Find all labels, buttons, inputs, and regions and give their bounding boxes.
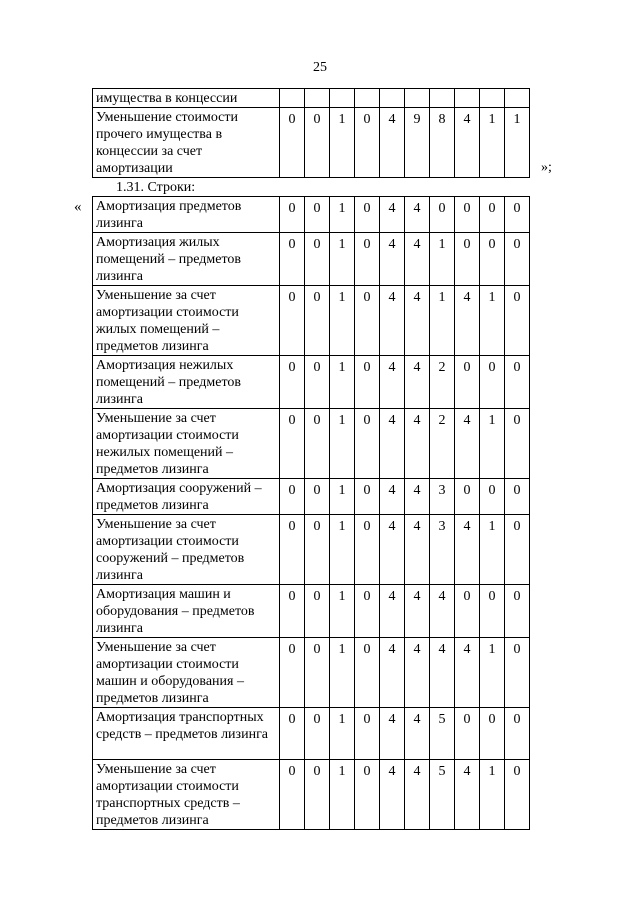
code-digit-cell: 1	[480, 638, 505, 708]
code-digit-cell: 0	[355, 585, 380, 638]
code-digit-cell: 8	[430, 108, 455, 178]
code-digit-cell: 4	[380, 515, 405, 585]
table-row	[93, 89, 530, 108]
code-digit-cell: 0	[305, 233, 330, 286]
code-digit-cell: 0	[355, 356, 380, 409]
code-digit-cell: 4	[430, 638, 455, 708]
row-label: Амортизация транспортных средств – предметов лизинга	[93, 708, 280, 760]
code-digit-cell: 1	[330, 356, 355, 409]
code-digit-cell: 0	[280, 108, 305, 178]
code-digit-cell: 1	[480, 286, 505, 356]
code-digit-cell: 1	[330, 197, 355, 233]
closing-quote: »;	[541, 160, 552, 175]
code-digit-cell: 0	[505, 356, 530, 409]
code-digit-cell: 0	[280, 233, 305, 286]
code-digit-cell: 0	[505, 479, 530, 515]
code-digit-cell: 0	[305, 638, 330, 708]
row-label: Амортизация предметов лизинга	[93, 197, 280, 233]
code-digit-cell: 0	[355, 197, 380, 233]
code-digit-cell: 0	[280, 760, 305, 830]
code-digit-cell: 4	[405, 638, 430, 708]
code-digit-cell	[305, 89, 330, 108]
code-digit-cell: 4	[380, 708, 405, 760]
code-digit-cell	[405, 89, 430, 108]
code-digit-cell: 4	[405, 708, 430, 760]
table-row	[93, 197, 530, 233]
code-digit-cell: 0	[480, 585, 505, 638]
code-digit-cell: 0	[480, 233, 505, 286]
code-digit-cell: 4	[405, 760, 430, 830]
code-digit-cell	[430, 89, 455, 108]
opening-quote: «	[74, 199, 82, 215]
code-digit-cell: 0	[305, 356, 330, 409]
code-digit-cell: 0	[305, 760, 330, 830]
code-digit-cell: 0	[455, 479, 480, 515]
row-label: Уменьшение за счет амортизации стоимости нежилых помещений – предметов лизинга	[93, 409, 280, 479]
code-digit-cell: 0	[455, 585, 480, 638]
table-row	[93, 760, 530, 830]
row-label: Амортизация машин и оборудования – предметов лизинга	[93, 585, 280, 638]
code-digit-cell: 0	[355, 760, 380, 830]
code-digit-cell: 1	[505, 108, 530, 178]
code-digit-cell: 0	[505, 708, 530, 760]
code-digit-cell: 4	[405, 286, 430, 356]
code-digit-cell: 4	[380, 197, 405, 233]
code-digit-cell: 4	[380, 356, 405, 409]
table-row	[93, 233, 530, 286]
code-digit-cell: 0	[305, 479, 330, 515]
code-digit-cell: 0	[505, 515, 530, 585]
code-digit-cell: 1	[430, 233, 455, 286]
row-label: имущества в концессии	[93, 89, 280, 108]
code-digit-cell: 0	[505, 233, 530, 286]
code-digit-cell: 0	[480, 197, 505, 233]
code-digit-cell: 0	[280, 515, 305, 585]
code-digit-cell: 0	[505, 286, 530, 356]
code-digit-cell: 1	[330, 409, 355, 479]
code-digit-cell: 3	[430, 479, 455, 515]
code-digit-cell: 4	[405, 585, 430, 638]
table-row	[93, 515, 530, 585]
code-digit-cell: 4	[405, 356, 430, 409]
code-digit-cell: 1	[430, 286, 455, 356]
code-digit-cell: 0	[355, 479, 380, 515]
code-digit-cell: 0	[455, 233, 480, 286]
row-label: Амортизация сооружений – предметов лизинга	[93, 479, 280, 515]
code-digit-cell: 4	[380, 760, 405, 830]
code-digit-cell: 4	[380, 638, 405, 708]
code-digit-cell: 0	[430, 197, 455, 233]
code-digit-cell: 0	[305, 286, 330, 356]
code-digit-cell: 4	[380, 409, 405, 479]
table-row	[93, 479, 530, 515]
code-digit-cell: 4	[455, 638, 480, 708]
code-digit-cell: 0	[355, 708, 380, 760]
code-digit-cell: 0	[305, 515, 330, 585]
table-row	[93, 585, 530, 638]
code-digit-cell: 4	[380, 233, 405, 286]
code-digit-cell: 0	[305, 197, 330, 233]
code-digit-cell: 5	[430, 708, 455, 760]
table-row	[93, 108, 530, 178]
code-digit-cell: 9	[405, 108, 430, 178]
row-label: Уменьшение за счет амортизации стоимости транспортных средств – предметов лизинга	[93, 760, 280, 830]
code-digit-cell: 1	[330, 708, 355, 760]
code-digit-cell: 1	[480, 409, 505, 479]
code-digit-cell	[380, 89, 405, 108]
code-digit-cell	[330, 89, 355, 108]
code-digit-cell: 1	[480, 760, 505, 830]
code-digit-cell: 1	[330, 108, 355, 178]
code-digit-cell: 2	[430, 409, 455, 479]
code-digit-cell: 0	[280, 356, 305, 409]
row-label: Уменьшение за счет амортизации стоимости машин и оборудования – предметов лизинга	[93, 638, 280, 708]
table-row	[93, 638, 530, 708]
code-digit-cell: 4	[455, 409, 480, 479]
code-digit-cell: 0	[455, 356, 480, 409]
code-digit-cell: 0	[505, 409, 530, 479]
code-digit-cell: 0	[480, 708, 505, 760]
code-digit-cell: 4	[455, 286, 480, 356]
code-digit-cell: 0	[455, 708, 480, 760]
code-digit-cell	[355, 89, 380, 108]
row-label: Амортизация нежилых помещений – предметов лизинга	[93, 356, 280, 409]
code-digit-cell: 4	[380, 108, 405, 178]
table-row	[93, 286, 530, 356]
code-digit-cell: 0	[505, 638, 530, 708]
code-digit-cell: 0	[480, 356, 505, 409]
code-digit-cell: 4	[455, 515, 480, 585]
code-digit-cell: 1	[330, 638, 355, 708]
code-digit-cell: 0	[355, 286, 380, 356]
code-digit-cell: 4	[455, 108, 480, 178]
code-digit-cell: 1	[330, 515, 355, 585]
code-digit-cell: 3	[430, 515, 455, 585]
code-digit-cell: 4	[380, 585, 405, 638]
code-digit-cell	[455, 89, 480, 108]
code-digit-cell: 0	[355, 233, 380, 286]
code-digit-cell: 5	[430, 760, 455, 830]
code-digit-cell	[480, 89, 505, 108]
code-digit-cell: 0	[280, 585, 305, 638]
code-digit-cell: 0	[280, 638, 305, 708]
code-digit-cell: 0	[280, 479, 305, 515]
code-digit-cell	[280, 89, 305, 108]
code-digit-cell: 0	[505, 760, 530, 830]
code-digit-cell: 0	[355, 409, 380, 479]
code-digit-cell: 1	[330, 760, 355, 830]
code-digit-cell: 0	[455, 197, 480, 233]
code-digit-cell: 0	[505, 197, 530, 233]
row-label: Уменьшение за счет амортизации стоимости жилых помещений – предметов лизинга	[93, 286, 280, 356]
code-digit-cell: 4	[405, 479, 430, 515]
table-row	[93, 356, 530, 409]
code-digit-cell: 4	[380, 286, 405, 356]
section-heading: 1.31. Строки:	[116, 180, 196, 195]
code-digit-cell: 4	[405, 197, 430, 233]
page-number: 25	[313, 60, 327, 75]
code-digit-cell: 0	[280, 409, 305, 479]
code-digit-cell: 4	[430, 585, 455, 638]
table-row	[93, 708, 530, 760]
code-digit-cell: 0	[280, 708, 305, 760]
code-digit-cell: 0	[355, 515, 380, 585]
code-digit-cell: 0	[280, 286, 305, 356]
code-digit-cell: 0	[280, 197, 305, 233]
code-digit-cell: 4	[405, 515, 430, 585]
code-digit-cell: 1	[330, 286, 355, 356]
row-label: Уменьшение за счет амортизации стоимости сооружений – предметов лизинга	[93, 515, 280, 585]
code-digit-cell: 1	[330, 233, 355, 286]
code-digit-cell: 1	[330, 585, 355, 638]
code-digit-cell: 1	[330, 479, 355, 515]
code-digit-cell: 0	[355, 108, 380, 178]
code-digit-cell: 0	[305, 108, 330, 178]
code-table-top	[92, 88, 530, 178]
code-digit-cell: 0	[305, 409, 330, 479]
code-digit-cell: 1	[480, 515, 505, 585]
row-label: Уменьшение стоимости прочего имущества в концессии за счет амортизации	[93, 108, 280, 178]
code-digit-cell: 0	[305, 708, 330, 760]
code-table-main	[92, 196, 530, 830]
code-digit-cell: 4	[405, 409, 430, 479]
row-label: Амортизация жилых помещений – предметов лизинга	[93, 233, 280, 286]
code-digit-cell: 1	[480, 108, 505, 178]
code-digit-cell: 4	[405, 233, 430, 286]
code-digit-cell: 0	[480, 479, 505, 515]
code-digit-cell	[505, 89, 530, 108]
code-digit-cell: 4	[455, 760, 480, 830]
code-digit-cell: 0	[355, 638, 380, 708]
code-digit-cell: 0	[305, 585, 330, 638]
table-row	[93, 409, 530, 479]
code-digit-cell: 0	[505, 585, 530, 638]
code-digit-cell: 4	[380, 479, 405, 515]
code-digit-cell: 2	[430, 356, 455, 409]
